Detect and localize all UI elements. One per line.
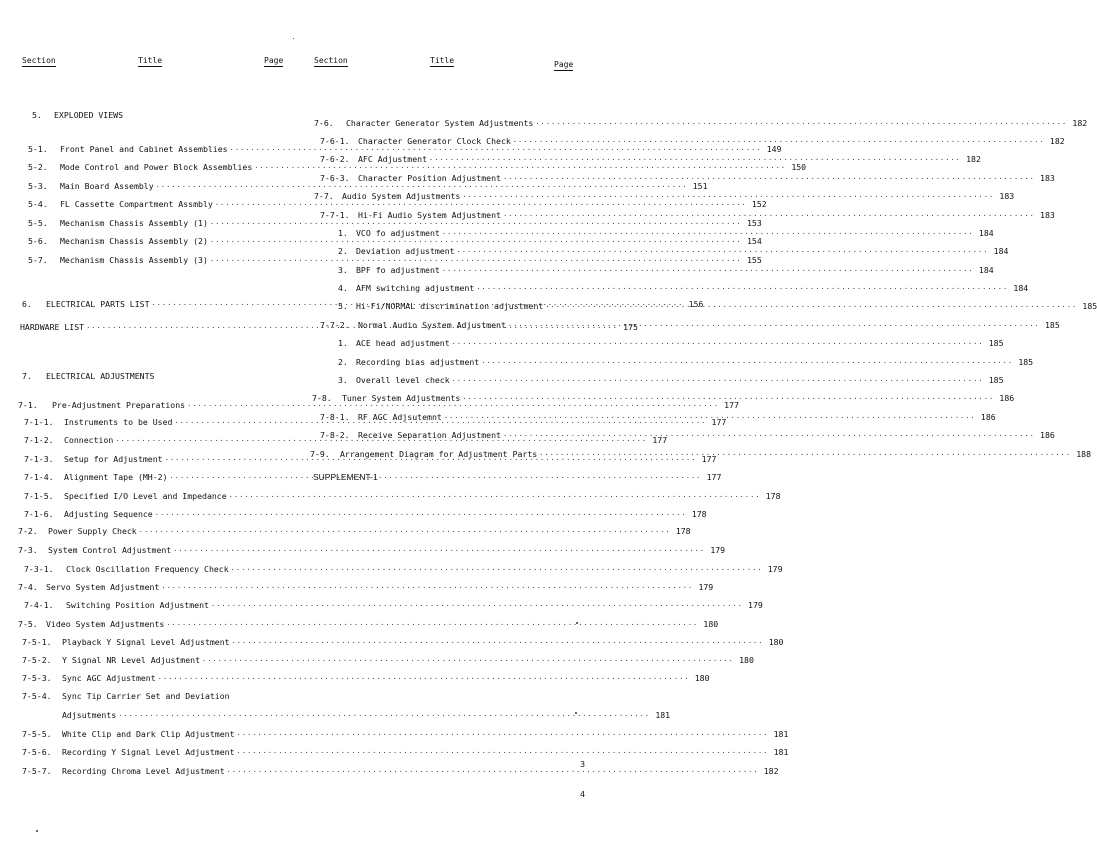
page-number: 178	[765, 491, 781, 501]
dot-leader	[462, 395, 994, 403]
entry-title: Character Generator Clock Check	[358, 136, 511, 146]
section-number: 7-6-2.	[320, 154, 350, 164]
entry-title: Character Generator System Adjustments	[346, 118, 534, 128]
page-number: 180	[739, 655, 754, 665]
section-number: 7-3.	[18, 545, 38, 555]
entry-title: Pre-Adjustment Preparations	[52, 400, 186, 410]
page-number: 184	[978, 228, 994, 238]
entry-title: Main Board Assembly	[60, 181, 154, 191]
section-number: 5-6.	[28, 236, 48, 246]
page-number: 186	[980, 412, 996, 422]
entry-title: AFM switching adjustment	[356, 283, 475, 293]
toc-entry	[18, 545, 726, 555]
toc-entry	[18, 491, 781, 501]
section-number: 7-6-3.	[320, 173, 350, 183]
toc-entry	[310, 136, 1065, 146]
entry-title: Normal Audio System Adjustment	[358, 320, 506, 330]
dot-leader	[210, 220, 742, 228]
toc-entry	[310, 228, 994, 238]
title-heading: Title	[430, 56, 455, 65]
toc-entry	[18, 747, 789, 757]
toc-entry	[18, 673, 710, 683]
section-number: 7-2.	[18, 526, 38, 536]
toc-entry	[18, 637, 784, 647]
toc-entry	[310, 265, 994, 275]
entry-title: Sync Tip Carrier Set and Deviation	[62, 691, 230, 701]
section-number: 7-5-1.	[22, 637, 52, 647]
section-number: 7-5-2.	[22, 655, 52, 665]
dot-leader	[158, 675, 690, 683]
page-number: 177	[711, 417, 727, 427]
section-number: 2.	[338, 246, 348, 256]
page-number: 177	[724, 400, 739, 410]
entry-title: EXPLODED VIEWS	[54, 110, 124, 120]
dot-leader	[211, 602, 743, 610]
section-number: 5-2.	[28, 162, 48, 172]
page-number: 179	[710, 545, 726, 555]
page-number: 180	[703, 619, 719, 629]
page-number: 179	[767, 564, 783, 574]
scan-speck	[36, 830, 38, 832]
toc-entry	[18, 162, 807, 172]
page-number: 185	[1044, 320, 1060, 330]
page-number: 184	[1013, 283, 1029, 293]
section-heading: Section	[22, 56, 56, 65]
entry-title: Alignment Tape (MH-2)	[64, 472, 168, 482]
entry-title: ELECTRICAL ADJUSTMENTS	[46, 371, 155, 381]
entry-title: Audio System Adjustments	[342, 191, 461, 201]
section-number: 5-7.	[28, 255, 48, 265]
page-number: 185	[1018, 357, 1034, 367]
entry-title: Hi-Fi Audio System Adjustment	[358, 210, 501, 220]
section-number: 7-3-1.	[24, 564, 54, 574]
dot-leader	[539, 451, 1071, 459]
toc-entry	[18, 710, 671, 720]
section-number: 4.	[338, 283, 348, 293]
entry-title: Front Panel and Cabinet Assemblies	[60, 144, 228, 154]
dot-leader	[481, 359, 1013, 367]
toc-entry	[18, 619, 719, 629]
entry-title: HARDWARE LIST	[20, 322, 85, 332]
page-number: 183	[999, 191, 1015, 201]
dot-leader	[155, 511, 687, 519]
toc-entry	[18, 236, 762, 246]
page-number: 156	[688, 299, 704, 309]
section-number: 7-5.	[18, 619, 38, 629]
section-number: 7-1-1.	[24, 417, 54, 427]
page-number: 183	[1040, 210, 1055, 220]
page-number: 183	[1040, 173, 1055, 183]
toc-entry	[18, 144, 782, 154]
page-number: 181	[773, 747, 789, 757]
page-number: 154	[746, 236, 762, 246]
toc-entry	[18, 582, 714, 592]
entry-title: System Control Adjustment	[48, 545, 172, 555]
scan-speck	[293, 38, 294, 39]
section-number: 7-6-1.	[320, 136, 350, 146]
toc-entry	[310, 375, 1004, 385]
entry-title: Hi-Fi/NORMAL discrimination adjustment	[356, 301, 544, 311]
dot-leader	[503, 175, 1035, 183]
dot-leader	[215, 201, 747, 209]
dot-leader	[545, 303, 1077, 311]
dot-leader	[462, 193, 994, 201]
dot-leader	[231, 566, 763, 574]
page-number: 151	[692, 181, 708, 191]
supplement-label: SUPPLEMENT-1	[313, 472, 378, 482]
section-number: 5-5.	[28, 218, 48, 228]
section-number: 7-7.	[314, 191, 334, 201]
page-number: 175	[623, 322, 638, 332]
entry-title: Recording bias adjustment	[356, 357, 480, 367]
dot-leader	[503, 212, 1035, 220]
page-number: 184	[993, 246, 1009, 256]
dot-leader	[442, 267, 974, 275]
dot-leader	[503, 432, 1035, 440]
page-number: 185	[1082, 301, 1097, 311]
page-number: 177	[706, 472, 722, 482]
toc-entry	[18, 509, 707, 519]
section-number: 7-6.	[314, 118, 334, 128]
page-number: 181	[655, 710, 671, 720]
toc-entry	[18, 218, 762, 228]
column-header	[310, 56, 578, 74]
section-number: 7-1-3.	[24, 454, 54, 464]
page-number: 153	[746, 218, 762, 228]
dot-leader	[513, 138, 1045, 146]
page-number: 181	[773, 729, 789, 739]
edge-mark: 3	[580, 760, 586, 769]
entry-title: ACE head adjustment	[356, 338, 450, 348]
page-number: 182	[1072, 118, 1088, 128]
toc-entry	[18, 655, 754, 665]
page-number: 186	[1040, 430, 1055, 440]
entry-title: FL Cassette Compartment Assmbly	[60, 199, 213, 209]
entry-title: Playback Y Signal Level Adjustment	[62, 637, 230, 647]
entry-title: Video System Adjustments	[46, 619, 165, 629]
dot-leader	[476, 285, 1008, 293]
section-number: 5.	[32, 110, 42, 120]
entry-title: Mechanism Chassis Assembly (1)	[60, 218, 208, 228]
toc-entry	[310, 338, 1004, 348]
entry-title: Receive Separation Adjustment	[358, 430, 501, 440]
toc-entry	[310, 210, 1055, 220]
dot-leader	[170, 474, 702, 482]
entry-title: ELECTRICAL PARTS LIST	[46, 299, 150, 309]
title-heading: Title	[138, 56, 163, 65]
entry-title: Mechanism Chassis Assembly (2)	[60, 236, 208, 246]
section-number: 1.	[338, 338, 348, 348]
entry-title: Adjsutments	[62, 710, 117, 720]
page-number: 188	[1076, 449, 1092, 459]
entry-title: Tuner System Adjustments	[342, 393, 461, 403]
entry-title: RF AGC Adjsutemnt	[358, 412, 442, 422]
section-number: 7-1-2.	[24, 435, 54, 445]
section-number: 7-8-2.	[320, 430, 350, 440]
page-number: 149	[766, 144, 782, 154]
section-number: 7-8.	[312, 393, 332, 403]
entry-title: Recording Chroma Level Adjustment	[62, 766, 225, 776]
toc-entry	[310, 118, 1088, 128]
page-number: 179	[748, 600, 763, 610]
page-number: 185	[988, 375, 1004, 385]
section-number: 5-4.	[28, 199, 48, 209]
page-number: 182	[763, 766, 779, 776]
dot-leader	[166, 621, 698, 629]
section-number: 7-4.	[18, 582, 38, 592]
entry-title: AFC Adjustment	[358, 154, 428, 164]
section-number: 5-3.	[28, 181, 48, 191]
dot-leader	[254, 164, 786, 172]
entry-title: Power Supply Check	[48, 526, 137, 536]
dot-leader	[210, 238, 742, 246]
dot-leader	[187, 402, 719, 410]
section-number: 5.	[338, 301, 348, 311]
section-number: 7-5-4.	[22, 691, 52, 701]
scan-speck	[575, 712, 577, 714]
dot-leader	[429, 156, 961, 164]
dot-leader	[508, 322, 1040, 330]
entry-title: Adjusting Sequence	[64, 509, 153, 519]
entry-title: Recording Y Signal Level Adjustment	[62, 747, 235, 757]
entry-title: Mode Control and Power Block Assemblies	[60, 162, 253, 172]
section-number: 7-7-2.	[320, 320, 350, 330]
page-number: 180	[694, 673, 710, 683]
entry-title: White Clip and Dark Clip Adjustment	[62, 729, 235, 739]
toc-entry	[310, 246, 1009, 256]
entry-title: Y Signal NR Level Adjustment	[62, 655, 201, 665]
section-number: 3.	[338, 375, 348, 385]
entry-title: Overall level check	[356, 375, 450, 385]
page-number: 152	[751, 199, 767, 209]
toc-entry	[310, 393, 1015, 403]
section-number: 7-9.	[310, 449, 330, 459]
entry-title: BPF fo adjustment	[356, 265, 440, 275]
entry-title: Arrangement Diagram for Adjustment Parts	[340, 449, 538, 459]
page-number: 179	[698, 582, 714, 592]
toc-entry	[310, 191, 1015, 201]
edge-mark: 4	[580, 790, 586, 799]
section-number: 7.	[22, 371, 32, 381]
dot-leader	[232, 639, 764, 647]
page-number: 178	[691, 509, 707, 519]
dot-leader	[173, 547, 705, 555]
toc-entry	[18, 729, 789, 739]
entry-title: Deviation adjustment	[356, 246, 455, 256]
toc-entry	[18, 400, 739, 410]
toc-entry	[18, 600, 763, 610]
entry-title: Connection	[64, 435, 114, 445]
dot-leader	[444, 414, 976, 422]
toc-entry	[310, 154, 981, 164]
dot-leader	[161, 584, 693, 592]
section-number: 7-1-5.	[24, 491, 54, 501]
toc-entry	[18, 526, 691, 536]
toc-entry	[18, 766, 779, 776]
page-number: 186	[999, 393, 1015, 403]
page-number: 184	[978, 265, 994, 275]
section-number: 7-5-3.	[22, 673, 52, 683]
page-number: 177	[652, 435, 668, 445]
section-number: 7-1.	[18, 400, 38, 410]
scan-speck	[576, 622, 578, 624]
entry-title: Specified I/O Level and Impedance	[64, 491, 227, 501]
toc-entry	[18, 255, 762, 265]
dot-leader	[452, 377, 984, 385]
entry-title: Sync AGC Adjustment	[62, 673, 156, 683]
page-number: 182	[1049, 136, 1065, 146]
dot-leader	[229, 493, 761, 501]
entry-title: Setup for Adjustment	[64, 454, 163, 464]
page-number: 180	[768, 637, 784, 647]
dot-leader	[535, 120, 1067, 128]
toc-entry	[310, 283, 1029, 293]
column-header	[18, 56, 288, 74]
toc-entry	[310, 357, 1034, 367]
page-heading: Page	[264, 56, 284, 65]
dot-leader	[227, 768, 759, 776]
page-number: 155	[746, 255, 762, 265]
section-number: 7-5-7.	[22, 766, 52, 776]
entry-title: Character Position Adjustment	[358, 173, 501, 183]
section-number: 7-1-4.	[24, 472, 54, 482]
entry-title: Clock Oscillation Frequency Check	[66, 564, 229, 574]
entry-title: VCO fo adjustment	[356, 228, 440, 238]
section-number: 7-4-1.	[24, 600, 54, 610]
section-number: 5-1.	[28, 144, 48, 154]
toc-entry	[310, 173, 1055, 183]
toc-entry	[18, 110, 288, 120]
dot-leader	[156, 183, 688, 191]
page-heading: Page	[554, 60, 574, 69]
section-number: 7-7-1.	[320, 210, 350, 220]
dot-leader	[442, 230, 974, 238]
entry-title: Instruments to be Used	[64, 417, 173, 427]
toc-entry	[18, 564, 783, 574]
dot-leader	[230, 146, 762, 154]
section-number: 1.	[338, 228, 348, 238]
dot-leader	[118, 712, 650, 720]
dot-leader	[457, 248, 989, 256]
section-number: 7-5-5.	[22, 729, 52, 739]
section-heading: Section	[314, 56, 348, 65]
page-number: 185	[988, 338, 1004, 348]
page-number: 182	[966, 154, 981, 164]
page-number: 177	[701, 454, 717, 464]
page-number: 150	[791, 162, 807, 172]
dot-leader	[452, 340, 984, 348]
entry-title: Mechanism Chassis Assembly (3)	[60, 255, 208, 265]
section-number: 3.	[338, 265, 348, 275]
dot-leader	[202, 657, 734, 665]
toc-entry	[18, 181, 708, 191]
section-number: 6.	[22, 299, 32, 309]
page-number: 178	[675, 526, 691, 536]
section-number: 2.	[338, 357, 348, 367]
dot-leader	[237, 731, 769, 739]
toc-entry	[18, 371, 288, 381]
dot-leader	[210, 257, 742, 265]
entry-title: Servo System Adjustment	[46, 582, 160, 592]
section-number: 7-8-1.	[320, 412, 350, 422]
toc-entry	[18, 691, 288, 701]
section-number: 7-5-6.	[22, 747, 52, 757]
dot-leader	[237, 749, 769, 757]
toc-entry	[18, 199, 767, 209]
section-number: 7-1-6.	[24, 509, 54, 519]
entry-title: Switching Position Adjustment	[66, 600, 209, 610]
dot-leader	[139, 528, 671, 536]
